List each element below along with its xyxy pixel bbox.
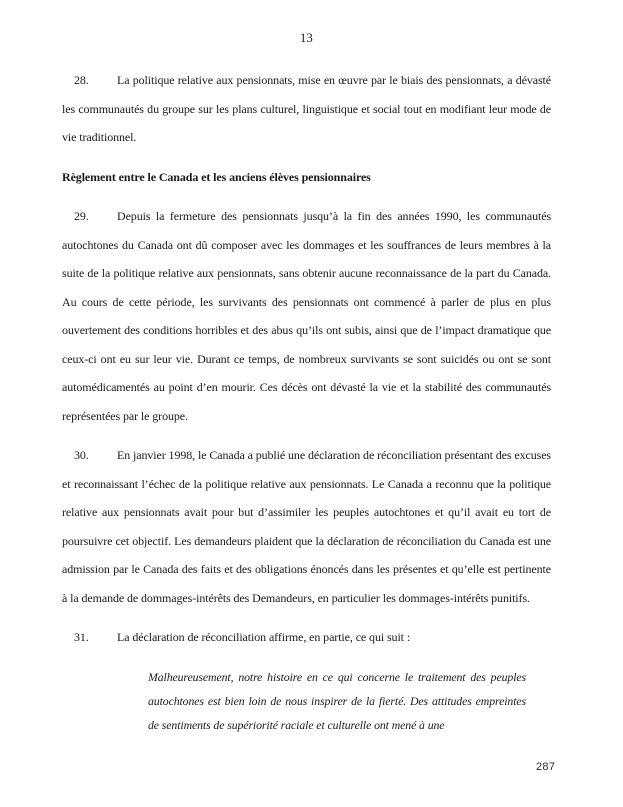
paragraph-30	[62, 441, 551, 612]
paragraph-text: Depuis la fermeture des pensionnats jusqu’à la fin des années 1990, les communautés autochtones du Canada ont dû composer avec les dommages et les souffrances de leurs membres à la suite de la politique relative aux pensionnats, sans obtenir aucune reconnaissance de la part du Canada. Au cours de cette période, les survivants des pensionnats ont commencé à parler de plus en plus ouvertement des conditions horribles et des abus qu’ils ont subis, ainsi que de l’impact dramatique que ceux-ci ont eu sur leur vie. Durant ce temps, de nombreux survivants se sont suicidés ou ont se sont automédicamentés au point d’en mourir. Ces décès ont dévasté la vie et la stabilité des communautés représentées par le groupe.	[62, 209, 551, 423]
paragraph-number: 29.	[74, 209, 89, 223]
paragraph-text: La déclaration de réconciliation affirme, en partie, ce qui suit :	[117, 630, 411, 644]
bates-number: 287	[536, 761, 556, 773]
section-heading: Règlement entre le Canada et les anciens élèves pensionnaires	[62, 169, 371, 184]
paragraph-text: La politique relative aux pensionnats, mise en œuvre par le biais des pensionnats, a dévasté les communautés du groupe sur les plans culturel, linguistique et social tout en modifiant leur mode de vie traditionnel.	[62, 73, 551, 144]
paragraph-number: 28.	[74, 73, 89, 87]
paragraph-29	[62, 202, 551, 430]
paragraph-28	[62, 66, 551, 152]
paragraph-31	[62, 623, 551, 652]
paragraph-number: 31.	[74, 630, 89, 644]
page-content	[62, 30, 551, 737]
block-quote: Malheureusement, notre histoire en ce qui concerne le traitement des peuples autochtones est bien loin de nous inspirer de la fierté. Des attitudes empreintes de sentiments de supériorité raciale et culturelle ont mené à une	[148, 669, 526, 732]
page-number: 13	[300, 31, 313, 45]
paragraph-text: En janvier 1998, le Canada a publié une déclaration de réconciliation présentant des excuses et reconnaissant l’échec de la politique relative aux pensionnats. Le Canada a reconnu que la politique relative aux pensionnats avait pour but d’assimiler les peuples autochtones et qu’il avait eu tort de poursuivre cet objectif. Les demandeurs plaident que la déclaration de réconciliation du Canada est une admission par le Canada des faits et des obligations énoncés dans les présentes et qu’elle est pertinente à la demande de dommages-intérêts des Demandeurs, en particulier les dommages-intérêts punitifs.	[62, 448, 551, 605]
paragraph-number: 30.	[74, 448, 89, 462]
